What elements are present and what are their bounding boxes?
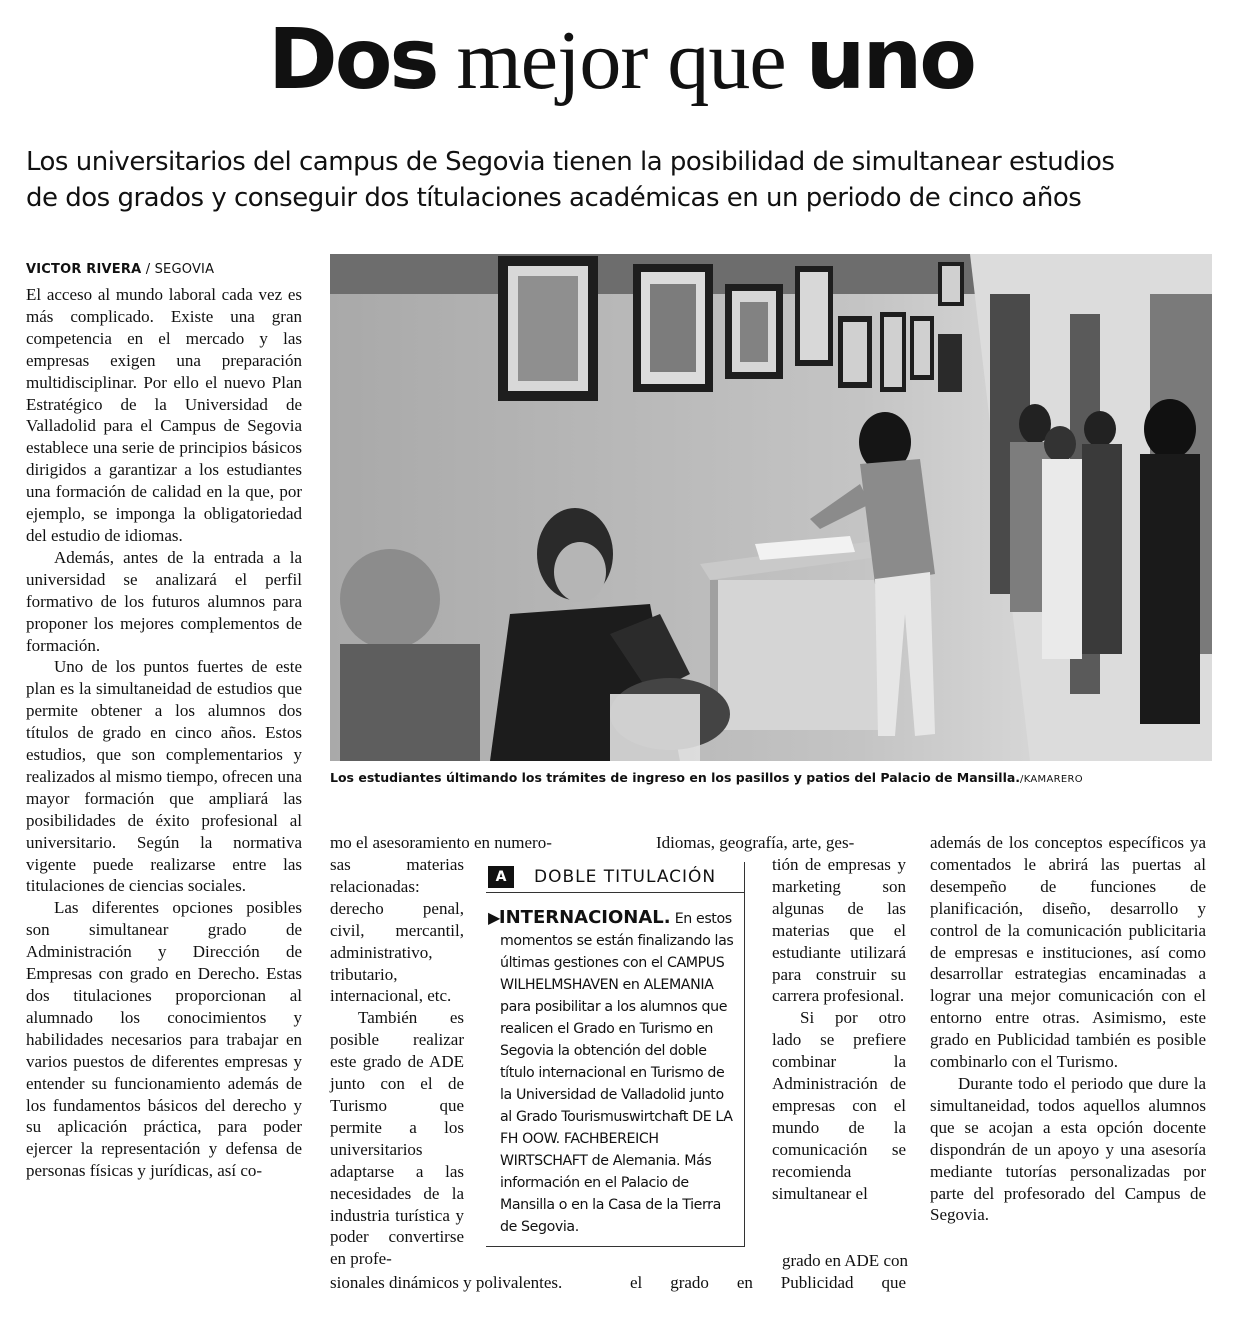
box-title: DOBLE TITULACIÓN <box>534 867 717 887</box>
column-3 <box>772 854 906 1205</box>
col1-paragraph-4: Las diferentes opciones posibles son simultanear grado de Administración y Dirección de Empresas con grado en Derecho. Estas dos titulaciones proporcionan al alumnado los conocimientos y habilidades necesarios para trabajar en varios puestos de diferentes empresas y entender su funcionamiento además de los fundamentos básicos del derecho y su aplicación práctica, para poder ejercer la representación y defensa de personas físicas y jurídicas, así co- <box>26 898 302 1181</box>
box-text: En estos momentos se están finalizando las últimas gestiones con el CAMPUS WILHELMSHAVEN en ALEMANIA para posibilitar a los alumnos que realicen el Grado en Turismo en Segovia la obtención del doble título internacional en Turismo de la Universidad de Valladolid junto al Grado Tourismuswirtchaft DE LA FH OOW. FACHBEREICH WIRTSCHAFT de Alemania. Más información en el Palacio de Mansilla o en la Casa de la Tierra de Segovia. <box>500 911 734 1235</box>
col4-paragraph-2: Durante todo el periodo que dure la simultaneidad, todos aquellos alumnos que se acojan a esta opción docente dispondrán de un apoyo y una asesoría mediante tutorías personalizadas por parte del profesorado del Campus de Segovia. <box>930 1073 1206 1225</box>
col4-paragraph-1: además de los conceptos específicos ya comentados le abrirá las puertas al desempeño de funciones de planificación, diseño, desarrollo y control de la comunicación publicitaria de empresas e instituciones, así como desarrollar estrategias encaminadas a lograr una mejor comunicación con el entorno entre otras. Asimismo, este grado en Publicidad también es posible combinarlo con el Turismo. <box>930 833 1206 1072</box>
subtitle-line-2: de dos grados y conseguir dos títulaciones académicas en un periodo de cinco años <box>26 183 1082 213</box>
col1-paragraph-2: Además, antes de la entrada a la universidad se analizará el perfil formativo de los futuros alumnos para proponer los mejores complementos de formación. <box>26 547 302 655</box>
caption-text: Los estudiantes últimando los trámites de ingreso en los pasillos y patios del Palacio de Mansilla. <box>330 770 1021 785</box>
headline-part-3: uno <box>805 10 974 108</box>
byline-location: SEGOVIA <box>154 262 215 277</box>
photo-caption <box>330 770 1230 785</box>
column-1 <box>26 284 302 1182</box>
col2-bottom-line: sionales dinámicos y polivalentes. <box>330 1273 563 1292</box>
col1-paragraph-1: El acceso al mundo laboral cada vez es más complicado. Existe una gran competencia en el mercado y las empresas exigen una preparación multidisciplinar. Por ello el nuevo Plan Estratégico de la Universidad de Valladolid para el Campus de Segovia establece una serie de principios básicos dirigidos a garantizar a los estudiantes una formación de calidad en la que, por ejemplo, se imponga la obligatoriedad del estudio de idiomas. <box>26 285 302 545</box>
section-logo-icon: A <box>488 866 514 888</box>
col2-top-line: mo el asesoramiento en numero- <box>330 833 552 852</box>
col2-paragraph-2: También es posible realizar este grado de ADE junto con el de Turismo que permite a los universitarios adaptarse a las necesidades de la industria turística y poder convertirse en profe- <box>330 1008 464 1269</box>
col1-paragraph-3: Uno de los puntos fuertes de este plan es la simultaneidad de estudios que permite obtener a los alumnos dos títulos de grado en cinco años. Estos estudios, que son complementarios y realizados al mismo tiempo, ofrecen una mayor formación que ampliará las posibilidades de éxito profesional al universitario. Según la normativa vigente puede realizarse entre las titulaciones de ciencias sociales. <box>26 657 302 896</box>
arrow-right-icon: ▶ <box>488 908 500 927</box>
photo-illustration <box>330 254 1212 761</box>
doble-titulacion-box <box>486 862 745 1247</box>
column-4 <box>930 832 1206 1226</box>
box-header <box>486 862 744 893</box>
col3-paragraph-2: Si por otro lado se prefiere combinar la Administración de empresas con el mundo de la comunicación se recomienda simultanear el <box>772 1008 906 1203</box>
subtitle-line-1: Los universitarios del campus de Segovia tienen la posibilidad de simultanear estudios <box>26 147 1115 177</box>
headline-part-2: mejor que <box>456 14 786 107</box>
col3-bottom-line: el grado en Publicidad que <box>630 1273 906 1292</box>
box-kicker: INTERNACIONAL. <box>498 907 671 928</box>
col3-top-line: Idiomas, geografía, arte, ges- <box>656 833 855 852</box>
byline <box>26 262 214 277</box>
byline-author: VICTOR RIVERA <box>26 262 142 277</box>
col3-tail-line: grado en ADE con <box>781 1251 908 1270</box>
column-2 <box>330 854 464 1270</box>
headline <box>0 10 1242 108</box>
col2-paragraph-1: sas materias relacionadas: derecho penal, civil, mercantil, administrativo, tributario, internacional, etc. <box>330 855 464 1006</box>
photo-students-hallway <box>330 254 1212 761</box>
box-body <box>486 893 744 1238</box>
subtitle <box>26 144 1226 216</box>
caption-credit: /KAMARERO <box>1020 774 1083 785</box>
byline-separator: / <box>141 262 155 277</box>
headline-part-1: Dos <box>268 10 437 108</box>
col3-paragraph-1: tión de empresas y marketing son algunas de las materias que el estudiante utilizará para construir su carrera profesional. <box>772 855 906 1006</box>
